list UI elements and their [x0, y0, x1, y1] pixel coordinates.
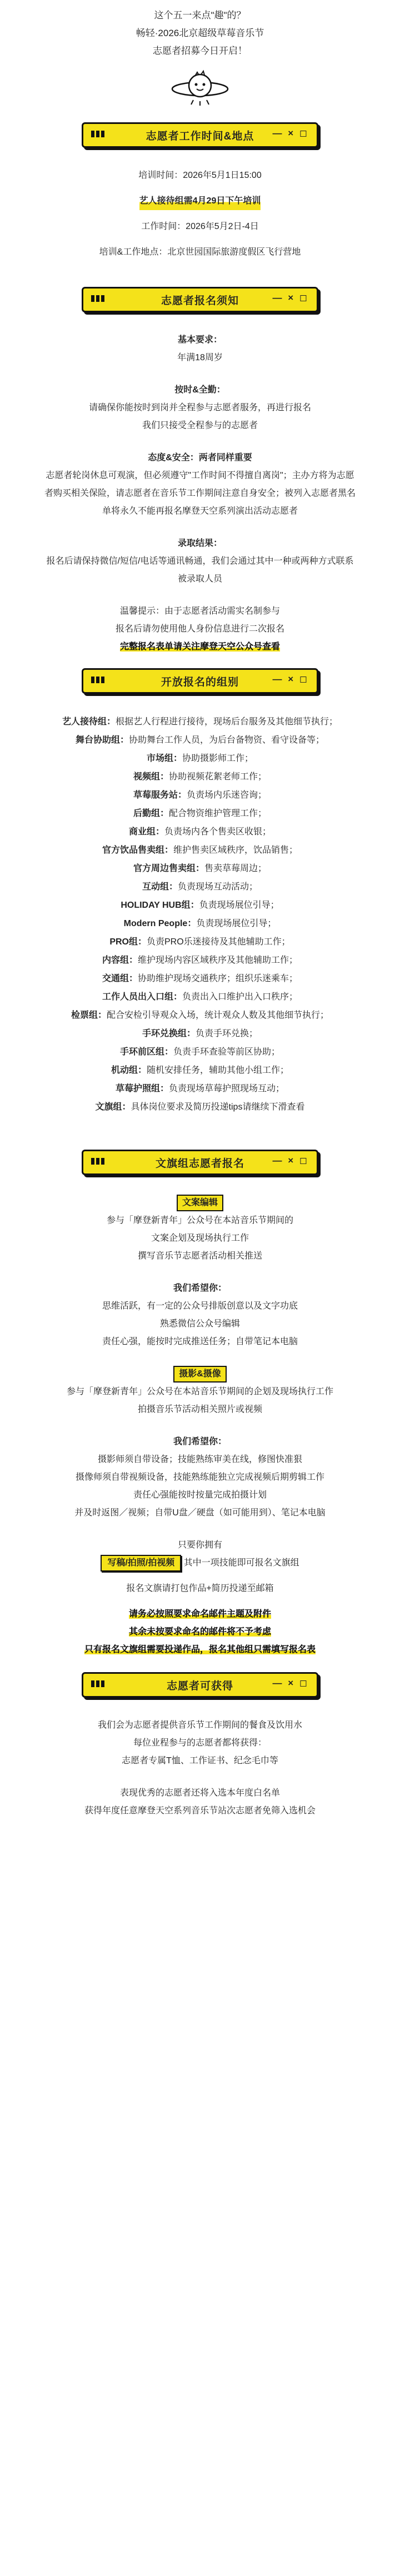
roles-list: [0, 713, 400, 1116]
apply-highlight: 请务必按照要求命名邮件主题及附件: [128, 1609, 271, 1619]
role-item: 视频组：协助视频花絮老师工作；: [133, 772, 267, 782]
intro: [0, 0, 400, 60]
role-item: 机动组：随机安排任务，辅助其他小组工作；: [111, 1066, 289, 1075]
benefit-line: 每位业程参与的志愿者都将获得：: [133, 1738, 267, 1748]
media-line: 撰写音乐节志愿者活动相关推送: [137, 1251, 262, 1261]
benefit-line: 志愿者专属T恤、工作证书、纪念毛巾等: [122, 1756, 278, 1766]
admit-line: 报名后请保持微信/短信/电话等通讯畅通，我们会通过其中一种或两种方式联系: [46, 556, 354, 566]
attitude-line: 者购买相关保险，请志愿者在音乐节工作期间注意自身安全；被列入志愿者黑名: [44, 489, 356, 498]
role-item: 互动组：负责现场互动活动；: [142, 882, 258, 892]
role-item: 后勤组：配合物资维护管理工作；: [133, 809, 267, 818]
role-item: 文旗组：具体岗位要求及简历投递tips请继续下滑查看: [95, 1102, 305, 1112]
window-controls-icon: — × ◻: [272, 292, 309, 303]
role-item: 草莓护照组：负责现场草莓护照现场互动；: [115, 1084, 285, 1093]
intro-line-3: 志愿者招募今日开启！: [153, 46, 247, 56]
attitude-title: 态度&安全：两者同样重要: [148, 453, 252, 463]
media-line: 摄像师须自带视频设备，技能熟练能独立完成视频后期剪辑工作: [75, 1473, 324, 1482]
window-controls-icon: — × ◻: [272, 1678, 309, 1688]
tip-line: 报名后请勿使用他人身份信息进行二次报名: [115, 624, 284, 634]
media-line: 参与「摩登新青年」公众号在本站音乐节期间的企划及现场执行工作: [66, 1387, 333, 1396]
basic-body: 年满18周岁: [177, 353, 223, 362]
banner-dots-icon: [91, 1680, 104, 1687]
punctual-line: 请确保你能按时到岗并全程参与志愿者服务，再进行报名: [88, 403, 311, 412]
media-line: 文案企划及现场执行工作: [151, 1234, 249, 1243]
train-time: 培训时间：2026年5月1日15:00: [138, 171, 262, 180]
attitude-line: 志愿者轮岗休息可观演，但必须遵守"工作时间不得擅自离岗"；主办方将为志愿: [46, 471, 354, 480]
work-time: 工作时间：2026年5月2日-4日: [141, 222, 259, 231]
subsection-photo-video: 摄影&摄像: [173, 1366, 227, 1383]
banner-title: 志愿者工作时间&地点: [146, 130, 254, 142]
benefit-line: 表现优秀的志愿者还将入选本年度白名单: [119, 1788, 280, 1798]
role-item: 舞台协助组：协助舞台工作人员，为后台备物资、看守设备等；: [75, 735, 325, 745]
media-line: 思维活跃，有一定的公众号排版创意以及文字功底: [102, 1301, 298, 1311]
tip-highlight: 完整报名表单请关注摩登天空公众号查看: [119, 642, 280, 652]
basic-title: 基本要求：: [177, 335, 222, 345]
media-line: 拍摄音乐节活动相关照片或视频: [137, 1405, 262, 1414]
banner-notice: [0, 287, 400, 312]
subsection-copywriting: 文案编辑: [177, 1195, 223, 1211]
window-controls-icon: — × ◻: [272, 1155, 309, 1166]
banner-title: 文旗组志愿者报名: [155, 1157, 244, 1170]
role-item: 艺人接待组：根据艺人行程进行接待，现场后台服务及其他细节执行；: [62, 717, 338, 727]
apply-line: 写稿/拍照/拍视频 其中一项技能即可报名文旗组: [11, 1554, 389, 1572]
banner-dots-icon: [91, 1158, 104, 1165]
role-item: HOLIDAY HUB组：负责现场展位引导；: [121, 901, 279, 910]
apply-line: 报名文旗请打包作品+简历投递至邮箱: [126, 1584, 274, 1593]
banner-dots-icon: [91, 131, 104, 137]
benefit-line: 获得年度任意摩登天空系列音乐节站次志愿者免筛入选机会: [84, 1806, 316, 1816]
media-line: 熟悉微信公众号编辑: [159, 1319, 240, 1329]
role-item: 内容组：维护现场内容区域秩序及其他辅助工作；: [102, 956, 298, 965]
banner-time-place: [0, 122, 400, 148]
planet-icon: [0, 68, 400, 108]
role-item: 官方饮品售卖组：维护售卖区域秩序，饮品销售；: [102, 846, 298, 855]
media-line: 摄影师须自带设备；技能熟练审美在线，修图快准狠: [97, 1455, 302, 1464]
benefit-line: 我们会为志愿者提供音乐节工作期间的餐食及饮用水: [97, 1720, 302, 1730]
banner-dots-icon: [91, 677, 104, 683]
media-line: 责任心强，能按时完成推送任务；自带笔记本电脑: [102, 1337, 298, 1346]
punctual-line: 我们只接受全程参与的志愿者: [142, 421, 258, 430]
role-item: 官方周边售卖组：售卖草莓周边；: [133, 864, 267, 873]
reception-note: 艺人接待组需4月29日下午培训: [139, 192, 261, 210]
apply-line: 只要你拥有: [177, 1540, 222, 1550]
role-item: PRO组：负责PRO乐迷接待及其他辅助工作；: [109, 937, 291, 947]
role-item: 工作人员出入口组：负责出入口维护出入口秩序；: [102, 992, 298, 1002]
role-item: 市场组：协助摄影师工作；: [146, 754, 254, 763]
banner-title: 志愿者可获得: [166, 1680, 233, 1692]
banner-dots-icon: [91, 295, 104, 302]
media-line: 并及时返图／视频；自带U盘／硬盘（如可能用到）、笔记本电脑: [74, 1508, 326, 1518]
punctual-title: 按时&全勤：: [174, 385, 226, 395]
location: 培训&工作地点：北京世园国际旅游度假区飞行营地: [99, 247, 301, 257]
admit-title: 录取结果：: [177, 539, 222, 548]
role-item: 草莓服务站：负责场内乐迷咨询；: [133, 790, 267, 800]
banner-benefits: [0, 1672, 400, 1698]
role-item: 检票组：配合安检引导观众入场，统计观众人数及其他细节执行；: [71, 1011, 329, 1020]
role-item: 商业组：负责场内各个售卖区收银；: [128, 827, 272, 837]
role-item: 交通组：协助维护现场交通秩序；组织乐迷乘车；: [102, 974, 298, 983]
tip-line: 温馨提示：由于志愿者活动需实名制参与: [119, 606, 280, 616]
banner-title: 志愿者报名须知: [161, 295, 239, 307]
intro-line-1: 这个五一来点"趣"的？: [154, 10, 246, 21]
intro-line-2: 畅轻·2026北京超级草莓音乐节: [136, 28, 264, 38]
window-controls-icon: — × ◻: [272, 128, 309, 138]
media-line: 参与「摩登新青年」公众号在本站音乐节期间的: [106, 1216, 293, 1225]
hope-title: 我们希望你：: [173, 1284, 227, 1293]
window-controls-icon: — × ◻: [272, 674, 309, 684]
banner-media: [0, 1150, 400, 1175]
role-item: 手环前区组：负责手环查验等前区协助；: [119, 1047, 281, 1057]
banner-title: 开放报名的组别: [161, 676, 239, 688]
skills-tag: 写稿/拍照/拍视频: [101, 1555, 181, 1572]
role-item: 手环兑换组：负责手环兑换；: [142, 1029, 258, 1038]
hope-title: 我们希望你：: [173, 1437, 227, 1446]
admit-line: 被录取人员: [177, 574, 222, 584]
attitude-line: 单将永久不能再报名摩登天空系列演出活动志愿者: [102, 506, 298, 516]
apply-highlight: 其余未按要求命名的邮件将不予考虑: [128, 1627, 271, 1637]
role-item: Modern People：负责现场展位引导；: [123, 919, 277, 928]
apply-highlight: 只有报名文旗组需要投递作品，报名其他组只需填写报名表: [84, 1645, 316, 1654]
media-line: 责任心强能按时按量完成拍摄计划: [133, 1490, 267, 1500]
banner-groups: [0, 668, 400, 694]
